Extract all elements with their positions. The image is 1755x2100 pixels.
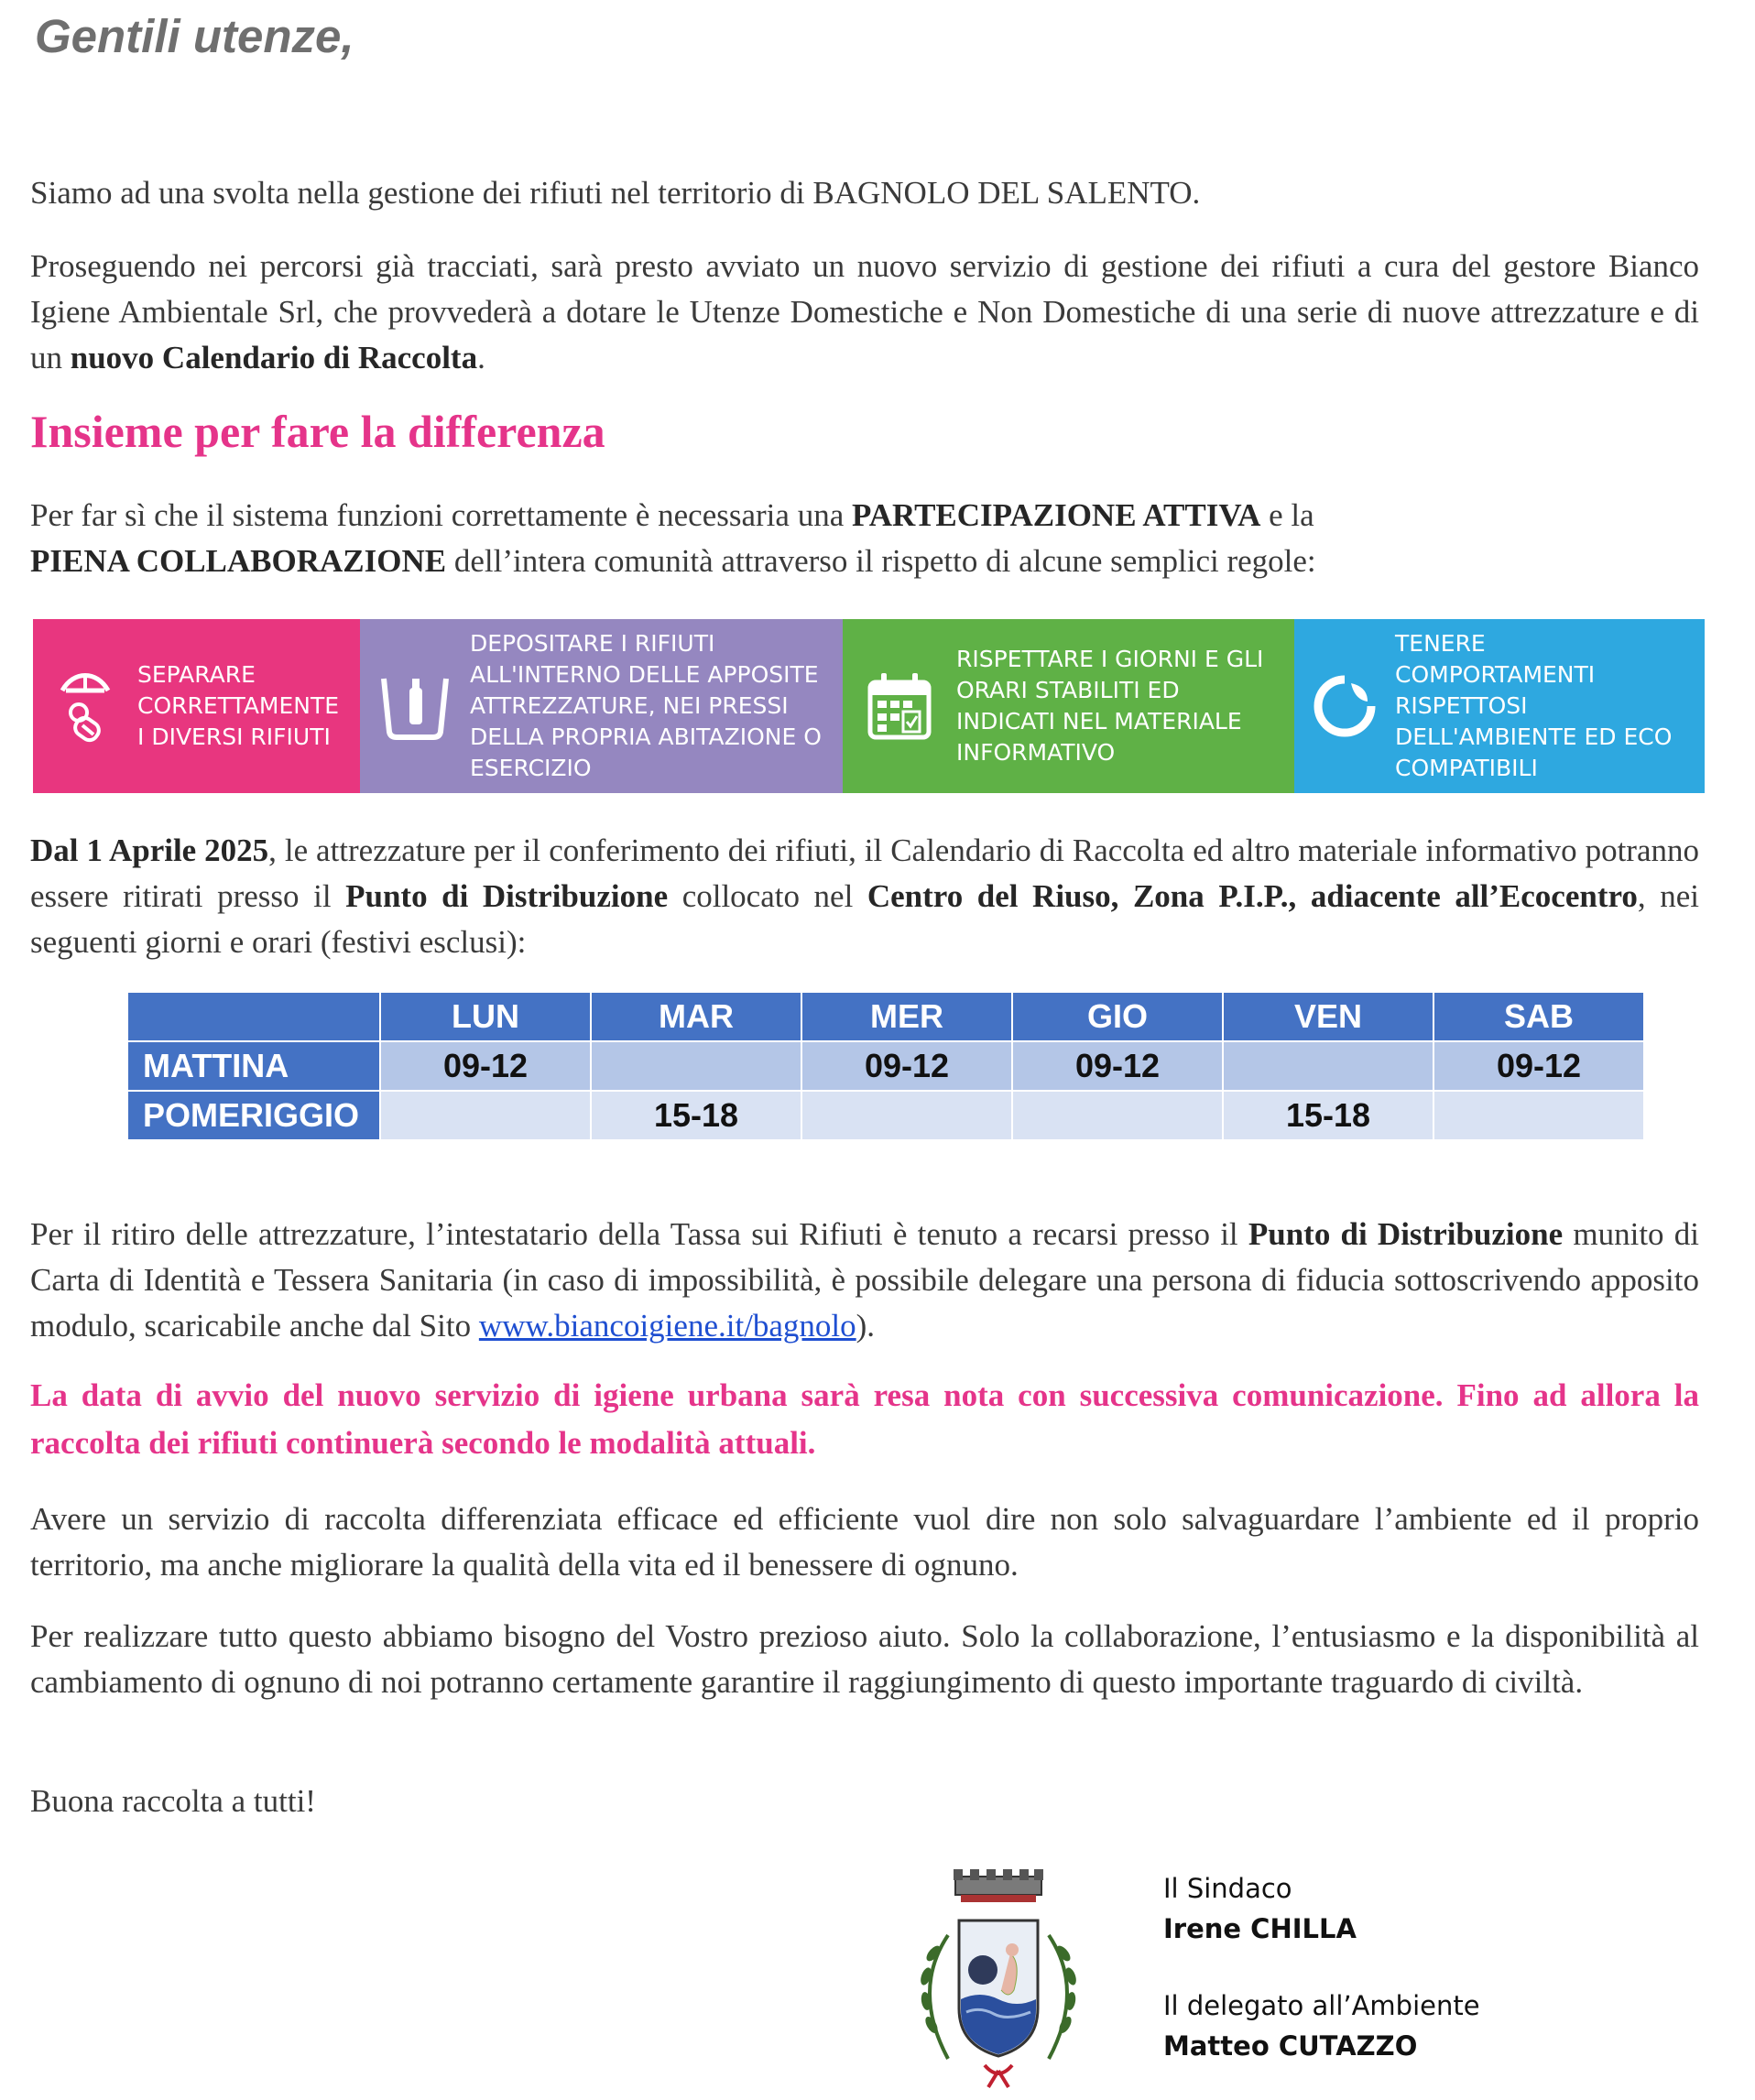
table-cell bbox=[1223, 1041, 1433, 1091]
distribution-paragraph bbox=[30, 828, 1699, 965]
pickup-paragraph bbox=[30, 1212, 1699, 1349]
website-link[interactable]: www.biancoigiene.it/bagnolo bbox=[478, 1308, 856, 1344]
table-cell bbox=[380, 1091, 591, 1140]
rule-schedule bbox=[843, 619, 1294, 793]
recycle-loop-icon bbox=[1294, 674, 1395, 738]
signatory-role: Il Sindaco bbox=[1163, 1873, 1292, 1904]
table-cell: 09-12 bbox=[1433, 1041, 1644, 1091]
greeting: Gentili utenze, bbox=[35, 10, 354, 62]
signatory-name: Irene CHILLA bbox=[1163, 1913, 1357, 1944]
table-cell bbox=[1433, 1091, 1644, 1140]
rules-banner bbox=[33, 619, 1705, 793]
text-span: ). bbox=[856, 1308, 876, 1344]
bold-span: PARTECIPAZIONE ATTIVA bbox=[851, 497, 1261, 533]
calendar-icon bbox=[843, 671, 956, 741]
table-cell bbox=[591, 1041, 801, 1091]
bold-span: Punto di Distribuzione bbox=[1248, 1216, 1564, 1252]
rule-separate bbox=[33, 619, 360, 793]
signature-block bbox=[1163, 1868, 1480, 2066]
table-row bbox=[127, 1091, 1644, 1140]
signatory-role: Il delegato all’Ambiente bbox=[1163, 1990, 1480, 2021]
text-span: collocato nel bbox=[668, 878, 867, 914]
day-header: GIO bbox=[1012, 992, 1223, 1041]
day-header: VEN bbox=[1223, 992, 1433, 1041]
text-span: , le attrezzature per il conferimento dei rifiuti, il Calendario di Raccolta ed altro materiale informativo potranno essere ritirati presso il bbox=[30, 832, 1699, 914]
text-span: e la bbox=[1260, 497, 1314, 533]
rule-respect bbox=[1294, 619, 1705, 793]
rule-label bbox=[1395, 628, 1688, 784]
signature-spacer bbox=[1163, 1949, 1480, 1986]
intro-paragraph: Siamo ad una svolta nella gestione dei rifiuti nel territorio di BAGNOLO DEL SALENTO. bbox=[30, 175, 1201, 211]
table-cell: 09-12 bbox=[380, 1041, 591, 1091]
service-paragraph bbox=[30, 244, 1699, 381]
day-header: LUN bbox=[380, 992, 591, 1041]
table-cell: 09-12 bbox=[801, 1041, 1012, 1091]
schedule-table bbox=[126, 991, 1645, 1141]
bold-span: PIENA COLLABORAZIONE bbox=[30, 543, 447, 579]
bold-span: Centro del Riuso, Zona P.I.P., adiacente all’Ecocentro bbox=[867, 878, 1638, 914]
table-header-row bbox=[127, 992, 1644, 1041]
rule-label bbox=[137, 659, 348, 753]
closing-line: Buona raccolta a tutti! bbox=[30, 1783, 316, 1819]
rule-text: SEPARARE CORRETTAMENTE I DIVERSI RIFIUTI bbox=[137, 661, 340, 750]
benefit-paragraph: Avere un servizio di raccolta differenziata efficace ed efficiente vuol dire non solo salvaguardare l’ambiente ed il proprio territorio, ma anche migliorare la qualità della vita ed il benessere di ognuno. bbox=[30, 1501, 1699, 1583]
day-header: SAB bbox=[1433, 992, 1644, 1041]
waste-sorting-icon bbox=[33, 667, 137, 745]
rule-label bbox=[470, 628, 829, 784]
table-cell: 09-12 bbox=[1012, 1041, 1223, 1091]
bold-span: Dal 1 Aprile 2025 bbox=[30, 832, 269, 868]
text-span: Per far sì che il sistema funzioni correttamente è necessaria una bbox=[30, 497, 852, 533]
text-span: . bbox=[477, 340, 485, 375]
text-span: Proseguendo nei percorsi già tracciati, sarà presto avviato un nuovo servizio di gestione dei rifiuti a cura del gestore Bianco Igiene Ambientale Srl, che provvederà a dotare le Utenze Domestiche e Non Domestiche di una serie di nuove attrezzature e di un bbox=[30, 248, 1699, 375]
rule-text: RISPETTARE I GIORNI E GLI ORARI STABILITI ED INDICATI NEL MATERIALE INFORMATIVO bbox=[956, 646, 1264, 766]
table-cell: 15-18 bbox=[1223, 1091, 1433, 1140]
row-label: MATTINA bbox=[127, 1041, 380, 1091]
section-heading: Insieme per fare la differenza bbox=[30, 406, 605, 457]
header-corner-cell bbox=[127, 992, 380, 1041]
rule-label bbox=[956, 644, 1277, 768]
table-cell bbox=[801, 1091, 1012, 1140]
municipal-coat-of-arms bbox=[893, 1862, 1104, 2095]
text-span: Per il ritiro delle attrezzature, l’intestatario della Tassa sui Rifiuti è tenuto a recarsi presso il bbox=[30, 1216, 1248, 1252]
participation-paragraph bbox=[30, 493, 1699, 584]
rule-text: DEPOSITARE I RIFIUTI ALL'INTERNO DELLE APPOSITE ATTREZZATURE, NEI PRESSI DELLA PROPRIA ABITAZIONE O ESERCIZIO bbox=[470, 630, 822, 781]
table-row bbox=[127, 1041, 1644, 1091]
row-label: POMERIGGIO bbox=[127, 1091, 380, 1140]
start-date-notice: La data di avvio del nuovo servizio di igiene urbana sarà resa nota con successiva comunicazione. Fino ad allora la raccolta dei rifiuti continuerà secondo le modalità attuali. bbox=[30, 1377, 1699, 1461]
text-span: , nei seguenti giorni e orari (festivi esclusi): bbox=[30, 878, 1699, 960]
text-span: munito di Carta di Identità e Tessera Sanitaria (in caso di impossibilità, è possibile delegare una persona di fiducia sottoscrivendo apposito modulo, scaricabile anche dal Sito bbox=[30, 1216, 1699, 1344]
table-cell bbox=[1012, 1091, 1223, 1140]
day-header: MER bbox=[801, 992, 1012, 1041]
bold-span: nuovo Calendario di Raccolta bbox=[70, 340, 478, 375]
table-cell: 15-18 bbox=[591, 1091, 801, 1140]
bin-bottle-icon bbox=[360, 671, 470, 741]
signatory-name: Matteo CUTAZZO bbox=[1163, 2030, 1418, 2062]
day-header: MAR bbox=[591, 992, 801, 1041]
bold-span: Punto di Distribuzione bbox=[345, 878, 669, 914]
rule-text: TENERE COMPORTAMENTI RISPETTOSI DELL'AMBIENTE ED ECO COMPATIBILI bbox=[1395, 630, 1673, 781]
text-span: dell’intera comunità attraverso il rispetto di alcune semplici regole: bbox=[446, 543, 1316, 579]
rule-deposit bbox=[360, 619, 843, 793]
appeal-paragraph: Per realizzare tutto questo abbiamo bisogno del Vostro prezioso aiuto. Solo la collaborazione, l’entusiasmo e la disponibilità al cambiamento di ognuno di noi potranno certamente garantire il raggiungimento di questo importante traguardo di civiltà. bbox=[30, 1618, 1699, 1700]
